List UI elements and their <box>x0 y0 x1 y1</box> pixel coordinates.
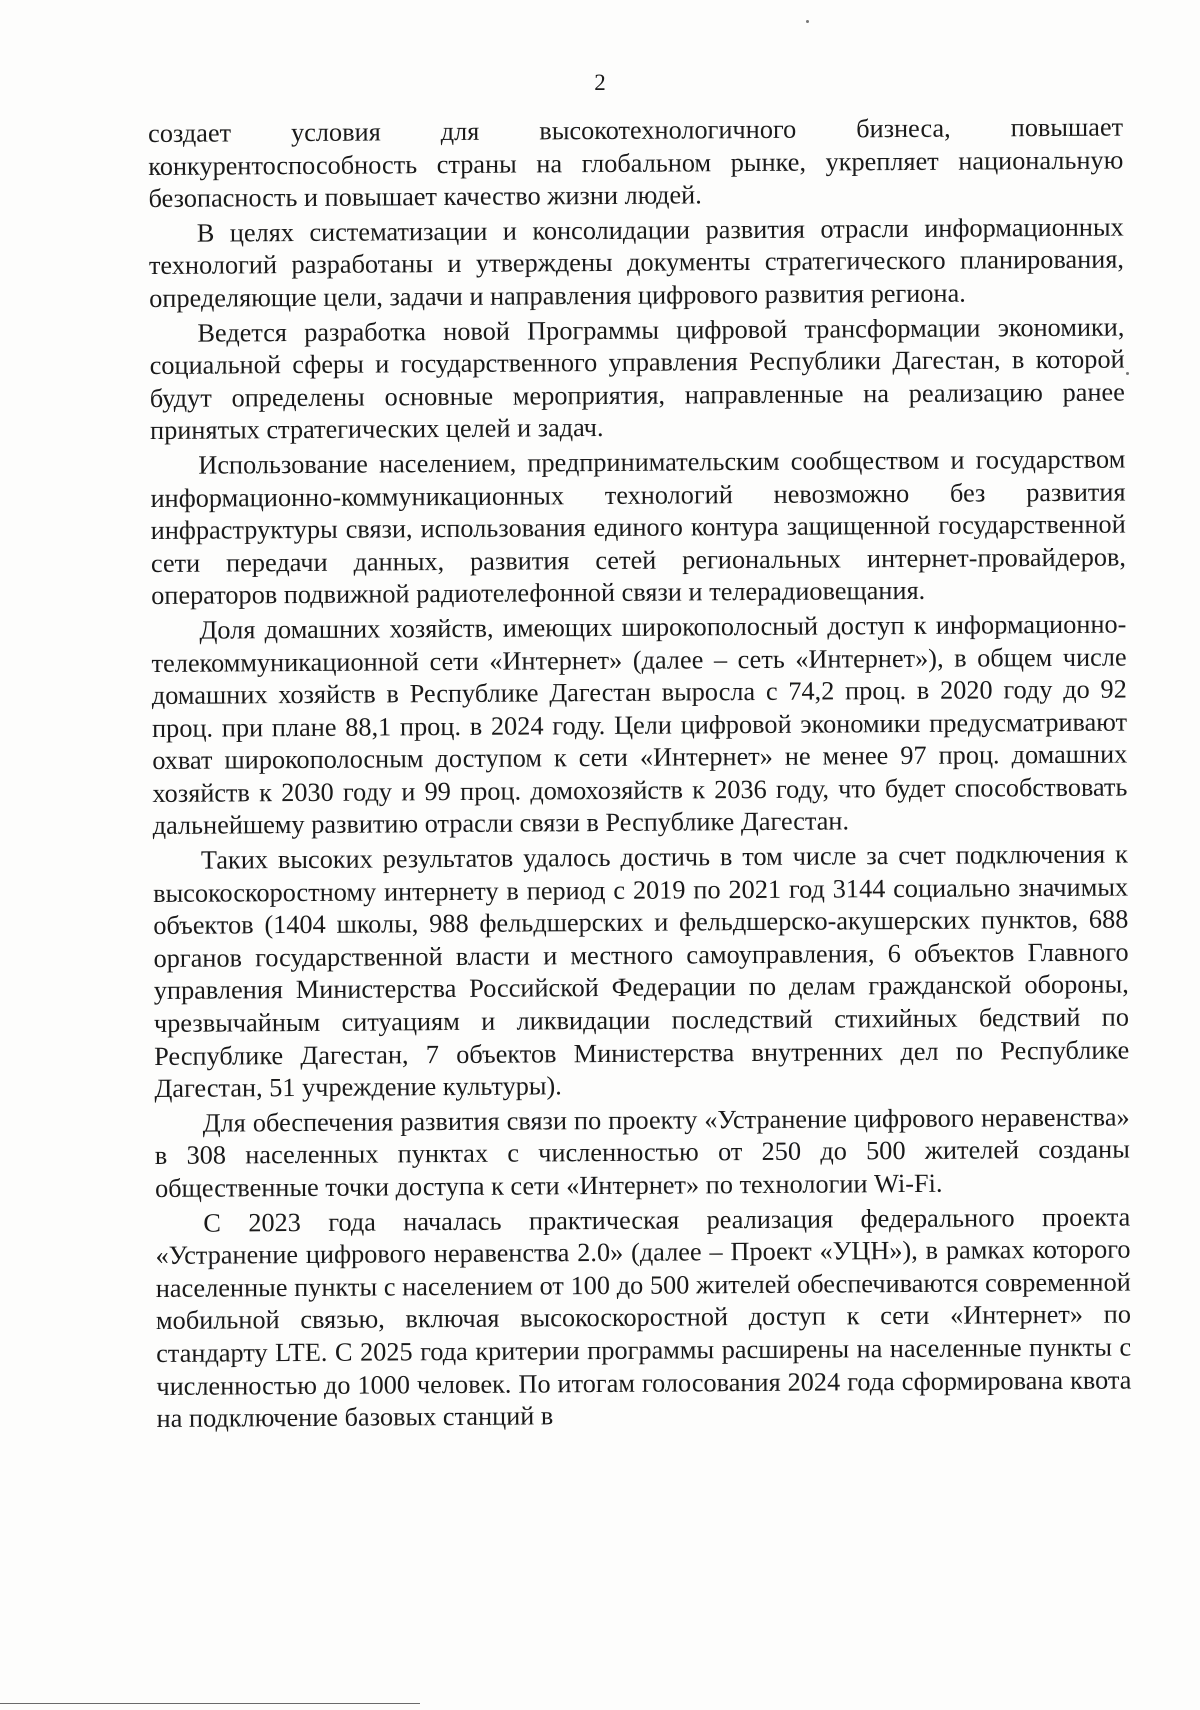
paragraph-8: С 2023 года началась практическая реализация федерального проекта «Устранение цифрового неравенства 2.0» (далее – Проект «УЦН»), в рамках которого населенные пункты с населением от 100 до 500 жителей обеспечиваются современной мобильной связью, включая высокоскоростной доступ к сети «Интернет» по стандарту LTE. С 2025 года критерии программы расширены на населенные пункты с численностью до 1000 человек. По итогам голосования 2024 года сформирована квота на подключение базовых станций в <box>155 1202 1132 1434</box>
scan-speck <box>806 20 809 23</box>
page-number: 2 <box>594 70 606 95</box>
paragraph-6: Таких высоких результатов удалось достичь в том числе за счет подключения к высокоскоростному интернету в период с 2019 по 2021 год 3144 социально значимых объектов (1404 школы, 988 фельдшерских и фельдшерско-акушерских пунктов, 688 органов государственной власти и местного самоуправления, 6 объектов Главного управления Министерства Российской Федерации по делам гражданской обороны, чрезвычайным ситуациям и ликвидации последствий стихийных бедствий по Республике Дагестан, 7 объектов Министерства внутренних дел по Республике Дагестан, 51 учреждение культуры). <box>153 839 1130 1104</box>
body-text <box>148 112 1132 1438</box>
paragraph-7: Для обеспечения развития связи по проекту «Устранение цифрового неравенства» в 308 населенных пунктах с численностью от 250 до 500 жителей созданы общественные точки доступа к сети «Интернет» по технологии Wi-Fi. <box>154 1102 1130 1203</box>
paragraph-2: В целях систематизации и консолидации развития отрасли информационных технологий разработаны и утверждены документы стратегического планирования, определяющие цели, задачи и направления цифрового развития региона. <box>148 212 1125 313</box>
scan-speck <box>1126 372 1129 375</box>
scan-edge-line <box>0 1703 420 1704</box>
paragraph-3: Ведется разработка новой Программы цифровой трансформации экономики, социальной сферы и государственного управления Республики Дагестан, в которой будут определены основные мероприятия, направленные на реализацию ранее принятых стратегических целей и задач. <box>149 312 1125 446</box>
paragraph-5: Доля домашних хозяйств, имеющих широкополосный доступ к информационно-телекоммуникационной сети «Интернет» (далее – сеть «Интернет»), в общем числе домашних хозяйств в Республике Дагестан выросла с 74,2 проц. в 2020 году до 92 проц. при плане 88,1 проц. в 2024 году. Цели цифровой экономики предусматривают охват широкополосным доступом к сети «Интернет» не менее 97 проц. домашних хозяйств к 2030 году и 99 проц. домохозяйств к 2036 году, что будет способствовать дальнейшему развитию отрасли связи в Республике Дагестан. <box>151 609 1128 841</box>
paragraph-4: Использование населением, предпринимательским сообществом и государством информационно-коммуникационных технологий невозможно без развития инфраструктуры связи, использования единого контура защищенной государственной сети передачи данных, развития сетей региональных интернет-провайдеров, операторов подвижной радиотелефонной связи и телерадиовещания. <box>150 444 1127 611</box>
paragraph-1: создает условия для высокотехнологичного бизнеса, повышает конкурентоспособность страны на глобальном рынке, укрепляет национальную безопасность и повышает качество жизни людей. <box>148 112 1124 214</box>
